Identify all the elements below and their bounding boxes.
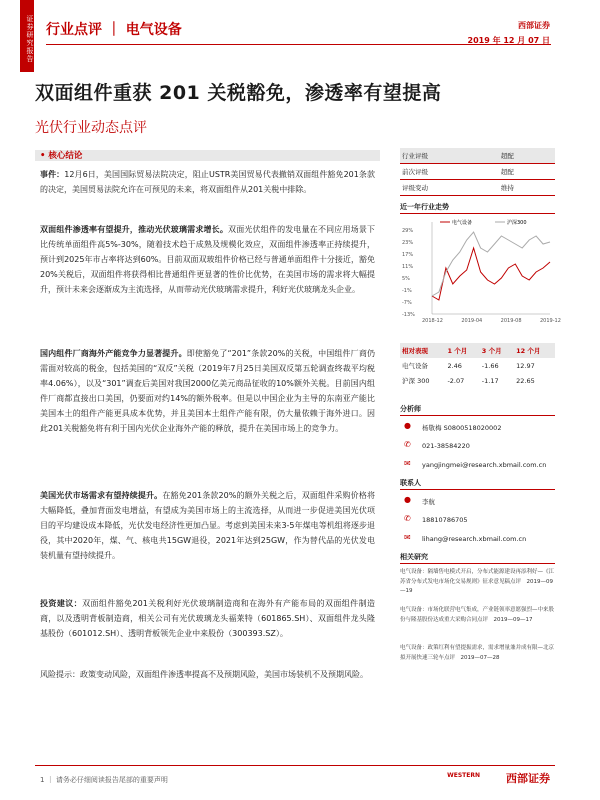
table-row <box>400 148 555 164</box>
legend-label: 电气设备 <box>452 220 473 226</box>
table-cell: -2.07 <box>447 376 465 385</box>
paragraph-text: 即使豁免了“201”条款20%的关税，中国组件厂商仍需面对较高的税金，包括美国的“双反”关税（2019年7月25日美国双反第五轮调查终裁平均税率4.06%），以及“301”调查后美国对我国2000亿美元商品征收的10%额外关税。目前国内组件厂商都直接出口美国，仍要面对约14%的额外税率。但是以中国企业为主导的东南亚产能比美国本土的组件产能更具成本优势，并且美国本土组件产能有限，仍大量依赖于海外进口。因此201关税豁免将有利于国内光伏企业海外产能的释放，提升在美国市场上的竞争力。 <box>40 349 375 433</box>
y-tick-label: -7% <box>402 300 412 306</box>
bullet-icon: • <box>40 151 49 161</box>
paragraph-text: 双面光伏组件的发电量在不同应用场景下比传统单面组件高5%-30%，随着技术趋于成熟及规模化效应，双面组件渗透率正持续提升，预计到2025年市占率将达到60%。目前双面双玻组件价格已经与普通单面组件十分接近，豁免20%关税后，双面组件将获得相比普通组件更显著的性价比优势，在美国市场的需求将大幅提升，预计未来会逐渐成为主流选择，从而带动光伏玻璃需求提升，利好光伏玻璃龙头企业。 <box>40 225 376 294</box>
performance-table <box>400 343 555 388</box>
legend-label: 沪深300 <box>507 220 527 226</box>
mail-icon: ✉ <box>404 459 411 468</box>
perf-chart-label: 近一年行业走势 <box>400 203 449 211</box>
analyst-section-label: 分析师 <box>400 405 421 413</box>
side-label: 证券研究报告 <box>20 0 34 72</box>
section-label <box>40 149 82 161</box>
column-header: 相对表现 <box>400 343 445 358</box>
contact-section-label: 联系人 <box>400 479 421 487</box>
analyst-email[interactable]: yangjingmei@research.xbmail.com.cn <box>422 461 547 469</box>
series-line-csi300 <box>432 232 550 296</box>
paragraph-bifacial <box>40 222 375 297</box>
table-cell: 22.65 <box>516 376 535 385</box>
rating-key: 前次评级 <box>400 164 499 180</box>
related-item[interactable]: 电气设备：市场化联营电气集成，产业链领率意愿强烈—中来股份与隆基股份达成重大采购合同点评 2019—09—17 <box>400 607 555 623</box>
footer-note: 1 ｜ 请务必仔细阅读报告尾部的重要声明 <box>40 776 168 784</box>
paragraph-investment <box>40 596 375 641</box>
contact-email[interactable]: lihang@research.xbmail.com.cn <box>422 535 527 543</box>
y-tick-label: -13% <box>402 312 415 318</box>
related-item[interactable]: 电气设备：政策红利有望提振需求，需求增量兼并成有限—北京拟开展快速三轮车点评 2019—07—28 <box>400 645 555 661</box>
paragraph-lead: 双面组件渗透率有望提升，推动光伏玻璃需求增长。 <box>40 225 229 234</box>
section-label-text: 核心结论 <box>48 151 83 161</box>
footer-rule <box>35 765 555 766</box>
rating-key: 行业评级 <box>400 148 499 164</box>
table-cell: -1.66 <box>481 361 499 370</box>
paragraph-overseas <box>40 346 375 436</box>
column-header: 1 个月 <box>445 343 479 358</box>
section-rule <box>400 213 555 214</box>
table-row <box>400 373 555 388</box>
y-tick-label: 11% <box>402 264 414 270</box>
paragraph-event <box>40 167 375 197</box>
x-tick-label: 2019-04 <box>461 318 483 324</box>
paragraph-text: 12月6日，美国国际贸易法院决定，阻止USTR美国贸易代表撤销双面组件豁免201条款的决定，美国贸易法院允许在可预见的未来，将双面组件从201关税中排除。 <box>40 170 375 194</box>
rating-value: 维持 <box>499 180 555 196</box>
report-date: 2019 年 12 月 07 日 <box>467 36 550 45</box>
series-line-electrical <box>432 248 550 300</box>
person-icon: ● <box>404 421 411 430</box>
person-icon: ● <box>404 495 411 504</box>
paragraph-lead: 事件： <box>40 170 65 179</box>
related-item[interactable]: 电气设备：隔墙售电模式开启，分布式能源建设再添利好—《江苏省分布式发电市场化交易规则》征求意见稿点评 2019—09—19 <box>400 569 555 594</box>
paragraph-us-demand <box>40 488 375 563</box>
table-cell: 2.46 <box>447 361 462 370</box>
table-cell: 电气设备 <box>402 362 428 370</box>
section-rule <box>400 563 555 564</box>
analyst-phone: 021-38584220 <box>422 442 470 450</box>
table-row <box>400 180 555 196</box>
rating-table <box>400 148 555 196</box>
table-cell: -1.17 <box>481 376 499 385</box>
rating-value: 超配 <box>499 148 555 164</box>
paragraph-lead: 国内组件厂商海外产能竞争力显著提升。 <box>40 349 187 358</box>
mail-icon: ✉ <box>404 533 411 542</box>
paragraph-risk <box>40 667 375 682</box>
rating-key: 评级变动 <box>400 180 499 196</box>
x-tick-label: 2019-12 <box>540 318 561 324</box>
paragraph-lead: 美国光伏市场需求有望持续提升。 <box>40 491 163 500</box>
paragraph-text: 风险提示：政策变动风险，双面组件渗透率提高不及预期风险，美国市场装机不及预期风险。 <box>40 670 368 679</box>
table-cell: 12.97 <box>516 361 535 370</box>
x-tick-label: 2018-12 <box>422 318 443 324</box>
footer-brand: 西部证券 <box>506 772 550 785</box>
paragraph-text: 双面组件豁免201关税利好光伏玻璃制造商和在海外有产能布局的双面组件制造商，以及透明背板制造商，相关公司有光伏玻璃龙头福莱特（601865.SH）、双面组件龙头隆基股份（601012.SH）、透明背板领先企业中来股份（300393.SZ）。 <box>40 599 375 638</box>
x-tick-label: 2019-08 <box>500 318 522 324</box>
section-bar <box>35 150 380 161</box>
section-rule <box>400 415 555 416</box>
y-tick-label: 5% <box>402 276 410 282</box>
y-tick-label: 17% <box>402 252 414 258</box>
paragraph-lead: 投资建议： <box>40 599 83 608</box>
phone-icon: ✆ <box>404 514 411 523</box>
column-header: 3 个月 <box>480 343 514 358</box>
contact-name: 李航 <box>422 498 435 506</box>
related-section-label: 相关研究 <box>400 553 428 561</box>
footer-brand-en: WESTERN <box>447 772 480 779</box>
section-rule <box>400 489 555 490</box>
table-row <box>400 164 555 180</box>
page-subtitle: 光伏行业动态点评 <box>35 120 147 136</box>
table-row <box>400 358 555 373</box>
paragraph-text: 在豁免201条款20%的额外关税之后，双面组件采购价格将大幅降低，叠加背面发电增益，有望成为美国市场上的主流选择，从而进一步促进美国光伏项目的平均建设成本降低，光伏发电经济性更加凸显。考虑到美国未来3-5年煤电等机组将逐步退役，其中2020年，煤、气、核电共15GW退役，2021年达到25GW，作为替代品的光伏发电装机量有望持续提升。 <box>40 491 375 560</box>
table-cell: 沪深 300 <box>402 377 430 385</box>
page-title: 双面组件重获 201 关税豁免，渗透率有望提高 <box>35 82 442 104</box>
y-tick-label: -1% <box>402 288 412 294</box>
y-tick-label: 23% <box>402 240 414 246</box>
report-category: 行业点评 ｜ 电气设备 <box>46 22 182 38</box>
table-header-row <box>400 343 555 358</box>
phone-icon: ✆ <box>404 440 411 449</box>
column-header: 12 个月 <box>514 343 555 358</box>
brand-name: 西部证券 <box>518 21 550 30</box>
analyst-name: 杨敬梅 S0800518020002 <box>422 424 502 432</box>
rating-value: 超配 <box>499 164 555 180</box>
industry-trend-chart <box>400 218 561 328</box>
contact-phone: 18810786705 <box>422 516 468 524</box>
y-tick-label: 29% <box>402 228 414 234</box>
